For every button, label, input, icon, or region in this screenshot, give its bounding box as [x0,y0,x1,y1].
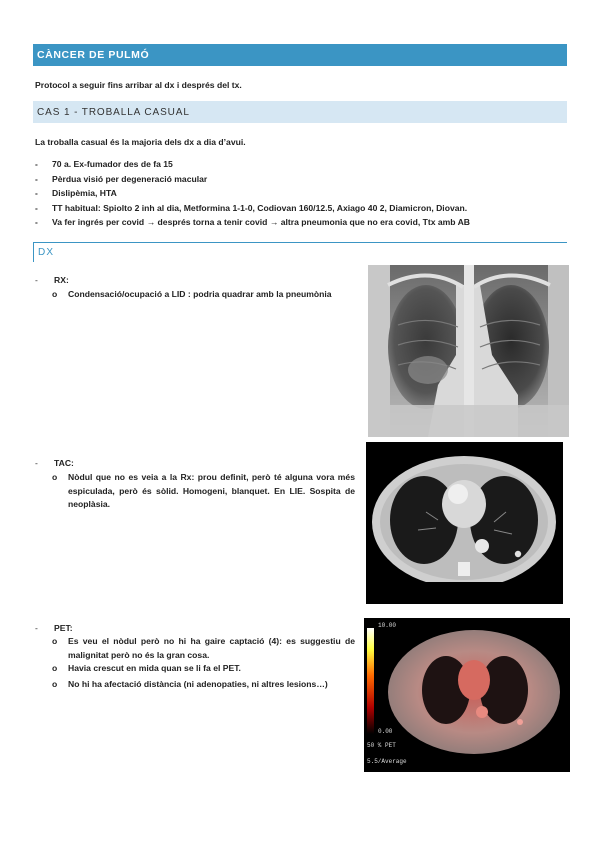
pet-section [33,622,353,636]
pet-label: PET: [54,623,73,633]
pet-overlay-label: 50 % PET [367,742,396,749]
section-header-main [33,44,567,66]
pet-scale-max: 10.00 [378,622,397,629]
bullet-o: o [52,472,58,482]
list-item: - TT habitual: Spiolto 2 inh al dia, Metformina 1-1-0, Codiovan 160/12.5, Axiago 40 2, Diamicron, Diovan. [33,201,470,216]
pet-item-2 [52,662,355,676]
section-header-dx [33,242,567,262]
case-title: CAS 1 - TROBALLA CASUAL [37,106,190,118]
pet-overlay-sub: 5.5/Average [367,758,407,765]
rx-label: RX: [54,275,69,285]
list-dash: - [35,458,38,468]
chest-xray-image [368,265,569,437]
tac-label: TAC: [54,458,74,468]
rx-item [52,288,358,302]
pet-item-text: Es veu el nòdul però no hi ha gaire captació (4): es suggestiu de malignitat però no és la gran cosa. [68,636,355,660]
case-intro: La troballa casual és la majoria dels dx a dia d’avui. [35,137,246,147]
list-dash: - [35,623,38,633]
pet-item-text: Havia crescut en mida quan se li fa el PET. [68,663,241,673]
document-title: CÀNCER DE PULMÓ [37,49,150,61]
bullet-o: o [52,289,58,299]
pet-scale-min: 0.00 [378,728,393,735]
section-header-case [33,101,567,123]
pet-item-3 [52,678,355,692]
list-item: - Pèrdua visió per degeneració macular [33,172,470,187]
list-item: - 70 a. Ex-fumador des de fa 15 [33,157,470,172]
bullet-o: o [52,636,58,646]
bullet-o: o [52,663,58,673]
tac-item [52,471,355,512]
list-item: - Va fer ingrés per covid → després torna a tenir covid → altra pneumonia que no era covid, Ttx amb AB [33,215,470,230]
intro-text: Protocol a seguir fins arribar al dx i després del tx. [35,80,242,90]
pet-item-1 [52,635,355,662]
pet-item-text: No hi ha afectació distància (ni adenopaties, ni altres lesions…) [68,679,328,689]
ct-scan-image [366,442,563,604]
dx-title: DX [38,247,55,258]
rx-item-text: Condensació/ocupació a LID : podria quadrar amb la pneumònia [68,289,332,299]
list-dash: - [35,275,38,285]
bullet-o: o [52,679,58,689]
rx-section [33,274,353,288]
pet-scan-image [364,618,570,772]
tac-section [33,457,353,471]
case-details-list [33,157,470,230]
tac-item-text: Nòdul que no es veia a la Rx: prou definit, però té alguna vora més espiculada, però és sòlid. Homogeni, blanquet. En LIE. Sospita de neoplàsia. [68,472,355,510]
list-item: - Dislipèmia, HTA [33,186,470,201]
